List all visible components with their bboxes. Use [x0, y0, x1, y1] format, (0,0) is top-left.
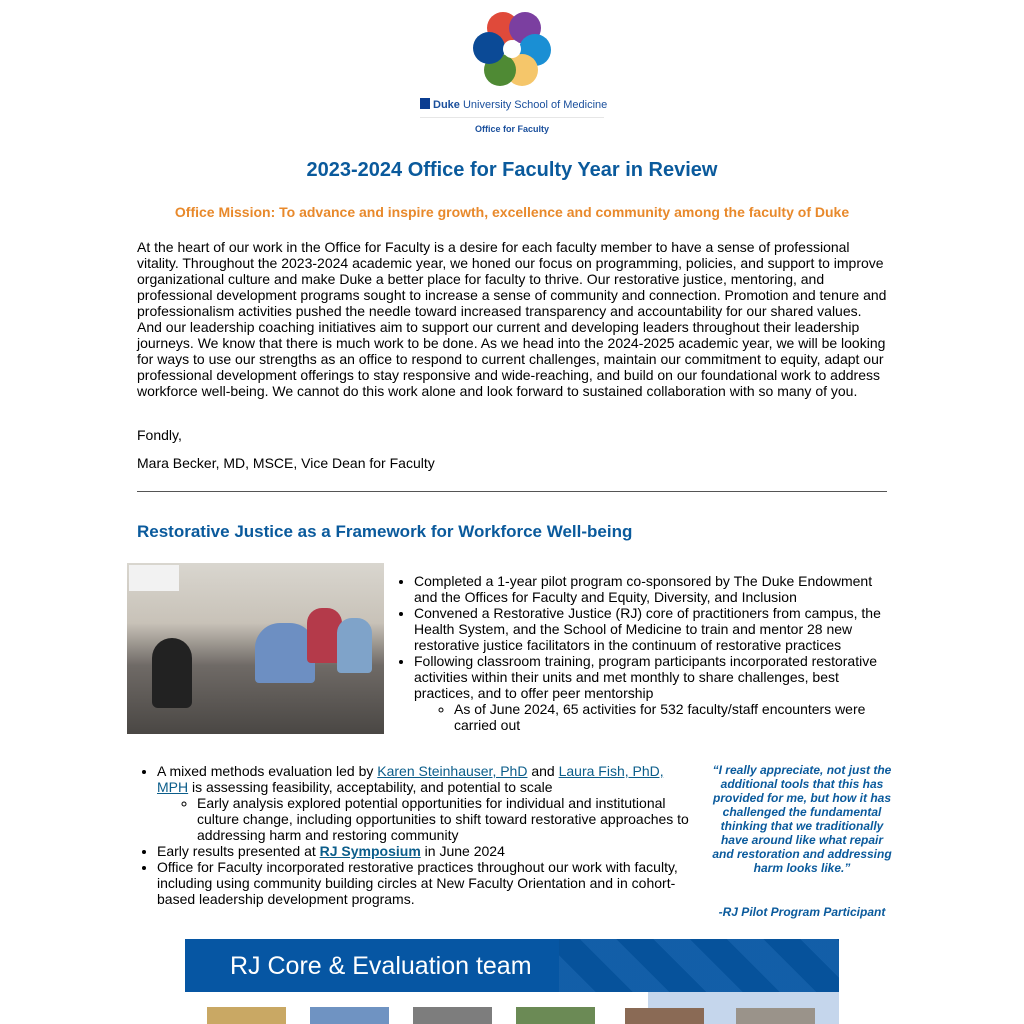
mission: Office Mission: To advance and inspire growth, excellence and community among the faculty of Duke — [174, 204, 850, 220]
team-photo — [516, 1007, 595, 1024]
page-title: 2023-2024 Office for Faculty Year in Review — [306, 159, 718, 181]
list-item-text: Following classroom training, program participants incorporated restorative activities within their units and met monthly to share challenges, best practices, and to offer peer mentorship — [414, 653, 877, 701]
closing: Fondly, — [137, 427, 182, 443]
sub-list-item: ◦ Early analysis explored potential opportunities for individual and institutional culture change, including opportunities to shift toward restorative approaches to addressing harm and restoring community — [197, 795, 693, 843]
banner-title: RJ Core & Evaluation team — [230, 952, 532, 980]
list-item: • Office for Faculty incorporated restorative practices throughout our work with faculty, including using community building circles at New Faculty Orientation and in cohort-based leadership development programs. — [157, 859, 693, 907]
list-item — [157, 763, 693, 843]
team-photo — [413, 1007, 492, 1024]
intro-paragraph: At the heart of our work in the Office for Faculty is a desire for each faculty member to have a sense of professional vitality. Throughout the 2023-2024 academic year, we honed our focus on programming, policies, and support to improve organizational culture and make Duke a better place for faculty to thrive. Our restorative justice, mentoring, and professional development programs sought to increase a sense of community and connection. Promotion and tenure and professionalism activities pushed the needle toward increased transparency and accountability for our shared values. And our leadership coaching initiatives aim to support our current and developing leaders throughout their leadership journeys. We know that there is much work to be done. As we head into the 2024-2025 academic year, we will be looking for ways to use our strengths as an office to respond to current challenges, maintain our commitment to equity, adapt our professional development offerings to stay responsive and wide-reaching, and build on our foundational work to address workforce well-being. We cannot do this work alone and look forward to sustained collaboration with so many of you. — [137, 239, 887, 399]
evaluation-bullets — [137, 763, 693, 907]
logo — [420, 8, 608, 143]
text: and — [527, 763, 559, 779]
list-item — [414, 653, 888, 733]
rj-bullets — [394, 573, 888, 733]
signature: Mara Becker, MD, MSCE, Vice Dean for Faculty — [137, 455, 435, 471]
text: A mixed methods evaluation led by — [157, 763, 378, 779]
quote-attribution: -RJ Pilot Program Participant — [718, 905, 886, 919]
laura-fish-link[interactable]: Laura Fish, PhD, MPH — [157, 763, 664, 795]
duke-shield-icon — [420, 98, 430, 109]
quote: “I really appreciate, not just the additional tools that this has provided for me, but how it has challenged the fundamental thinking that we traditionally have around like what repair and restoration and addressing harm looks like.” — [712, 763, 892, 875]
logo-duke: Duke — [433, 99, 460, 111]
section-heading: Restorative Justice as a Framework for Workforce Well-being — [137, 522, 633, 541]
list-item — [157, 843, 693, 859]
text: in June 2024 — [420, 843, 505, 859]
rj-symposium-link[interactable]: RJ Symposium — [319, 843, 421, 859]
logo-office: Office for Faculty — [474, 124, 549, 134]
team-photo — [625, 1008, 704, 1024]
rj-circle-photo — [127, 563, 384, 734]
team-photo — [207, 1007, 286, 1024]
sub-list-item: ◦ As of June 2024, 65 activities for 532 faculty/staff encounters were carried out — [454, 701, 888, 733]
team-photo — [736, 1008, 815, 1024]
team-photo — [310, 1007, 389, 1024]
text: is assessing feasibility, acceptability, and potential to scale — [188, 779, 553, 795]
team-banner — [185, 939, 839, 1024]
pinwheel-logo-icon — [470, 8, 554, 90]
list-item: • Completed a 1-year pilot program co-sponsored by The Duke Endowment and the Offices for Faculty and Equity, Diversity, and Inclusion — [414, 573, 888, 605]
divider — [137, 491, 887, 492]
karen-steinhauser-link[interactable]: Karen Steinhauser, PhD — [377, 763, 528, 779]
text: Early results presented at — [157, 843, 320, 859]
logo-school: University School of Medicine — [462, 99, 608, 111]
list-item: • Convened a Restorative Justice (RJ) core of practitioners from campus, the Health System, and the School of Medicine to train and mentor 28 new restorative justice facilitators in the continuum of restorative practices — [414, 605, 888, 653]
